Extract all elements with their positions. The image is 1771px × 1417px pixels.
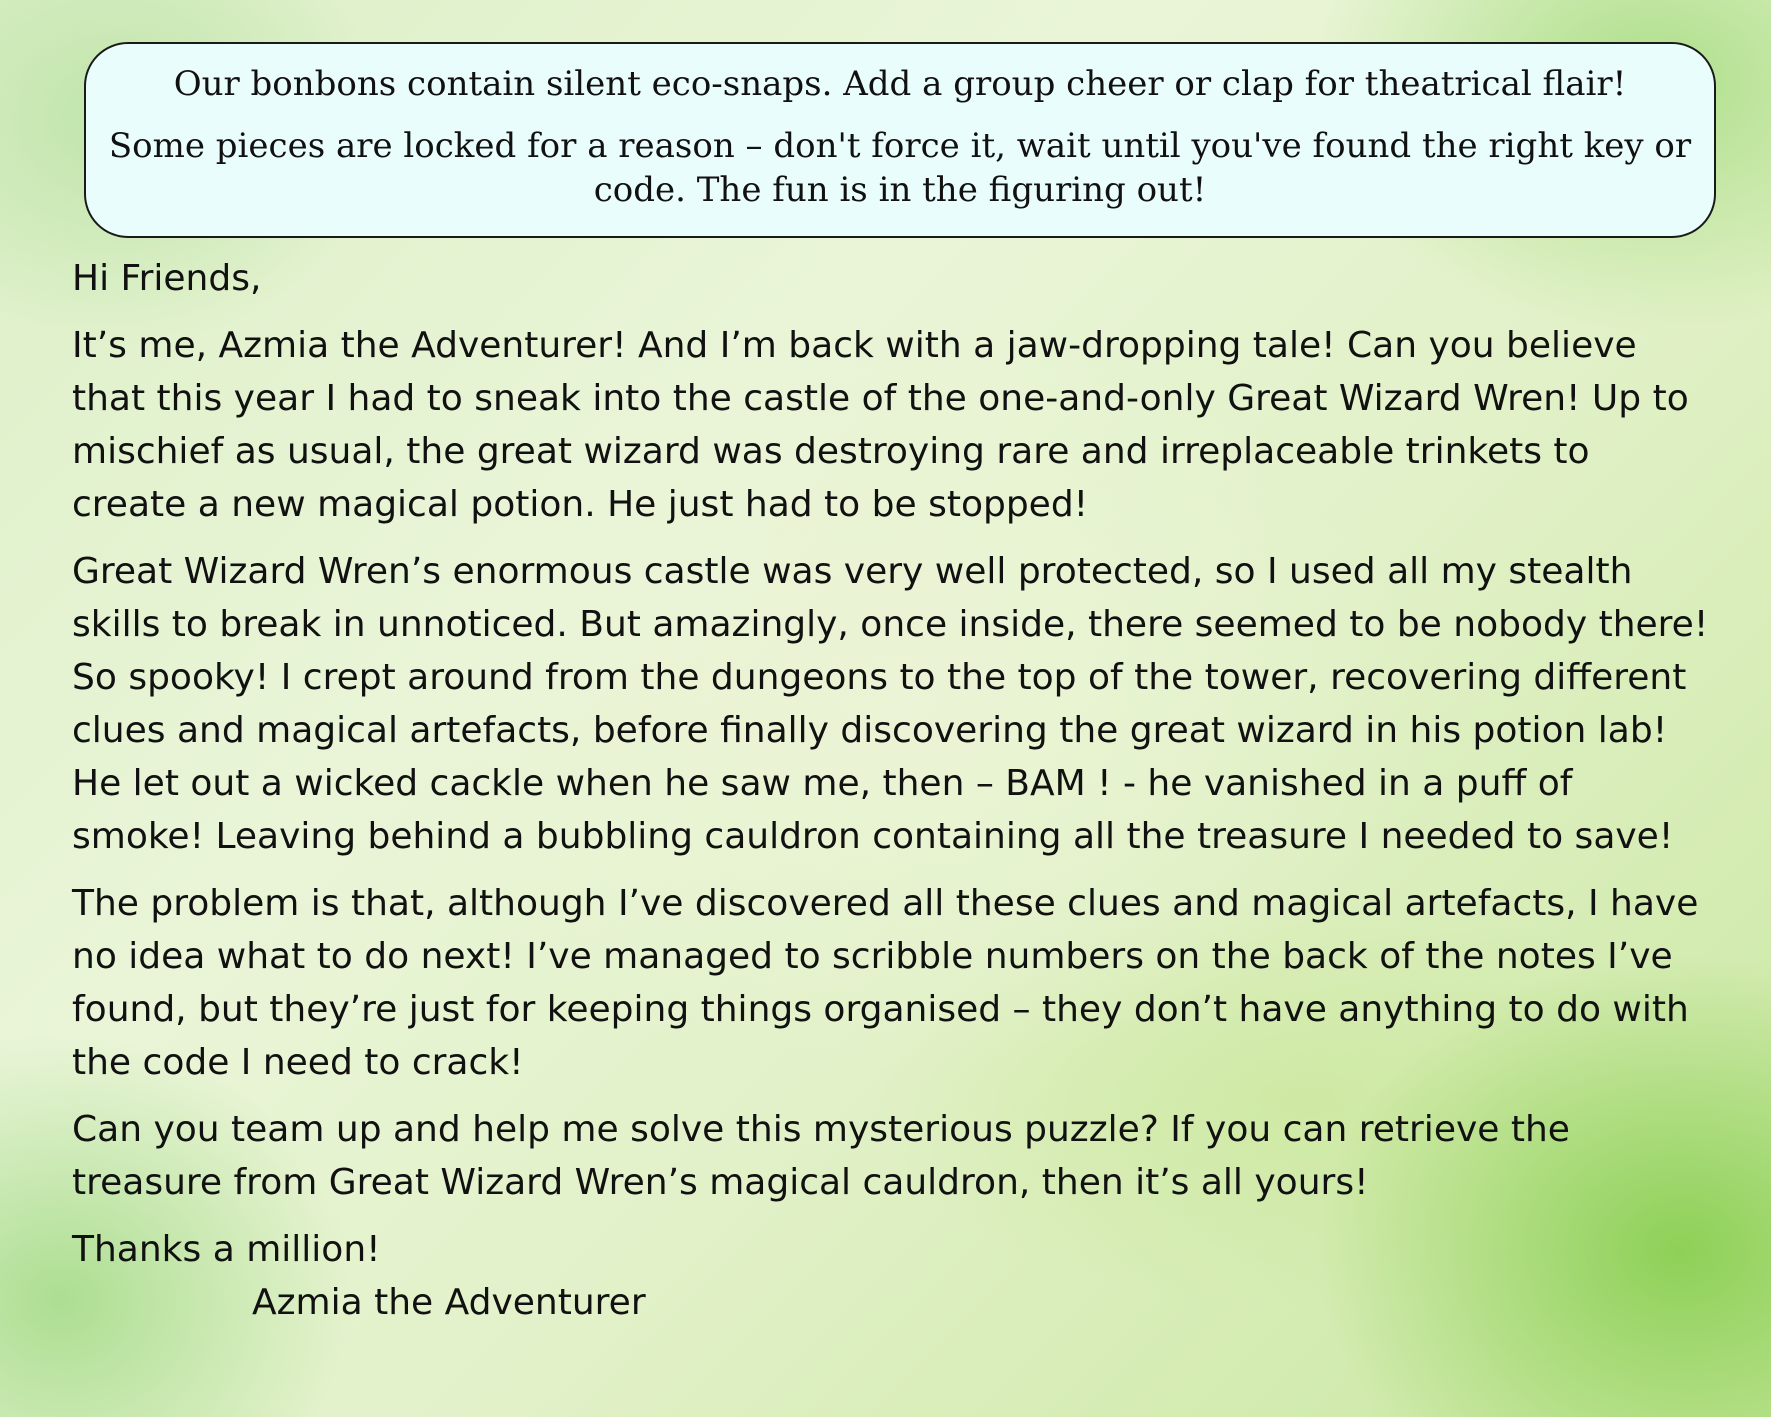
tip-box (84, 42, 1716, 238)
tip-line-eco-snaps: Our bonbons contain silent eco-snaps. Add a group cheer or clap for theatrical flair! (173, 64, 1627, 104)
letter-signoff: Thanks a million! (72, 1229, 381, 1270)
letter-paragraph-request: Can you team up and help me solve this mysterious puzzle? If you can retrieve the treasure from Great Wizard Wren’s magical cauldron, then it’s all yours! (72, 1109, 1570, 1203)
letter-body (72, 252, 1712, 1329)
letter-paragraph-problem: The problem is that, although I’ve discovered all these clues and magical artefacts, I have no idea what to do next! I’ve managed to scribble numbers on the back of the notes I’ve found, but they’re just for keeping things organised – they don’t have anything to do with the code I need to crack! (72, 883, 1699, 1083)
tip-line-locked-pieces: Some pieces are locked for a reason – don't force it, wait until you've found the right key or code. The fun is in the figuring out! (108, 126, 1692, 210)
letter-signature: Azmia the Adventurer (252, 1282, 646, 1323)
letter-greeting: Hi Friends, (72, 258, 262, 299)
letter-paragraph-castle: Great Wizard Wren’s enormous castle was very well protected, so I used all my stealth skills to break in unnoticed. But amazingly, once inside, there seemed to be nobody there! So spooky! I crept around from the dungeons to the top of the tower, recovering different clues and magical artefacts, before finally discovering the great wizard in his potion lab! He let out a wicked cackle when he saw me, then – BAM ! - he vanished in a puff of smoke! Leaving behind a bubbling cauldron containing all the treasure I needed to save! (72, 551, 1709, 857)
letter-paragraph-intro: It’s me, Azmia the Adventurer! And I’m back with a jaw-dropping tale! Can you believe that this year I had to sneak into the castle of the one-and-only Great Wizard Wren! Up to mischief as usual, the great wizard was destroying rare and irreplaceable trinkets to create a new magical potion. He just had to be stopped! (72, 325, 1689, 525)
